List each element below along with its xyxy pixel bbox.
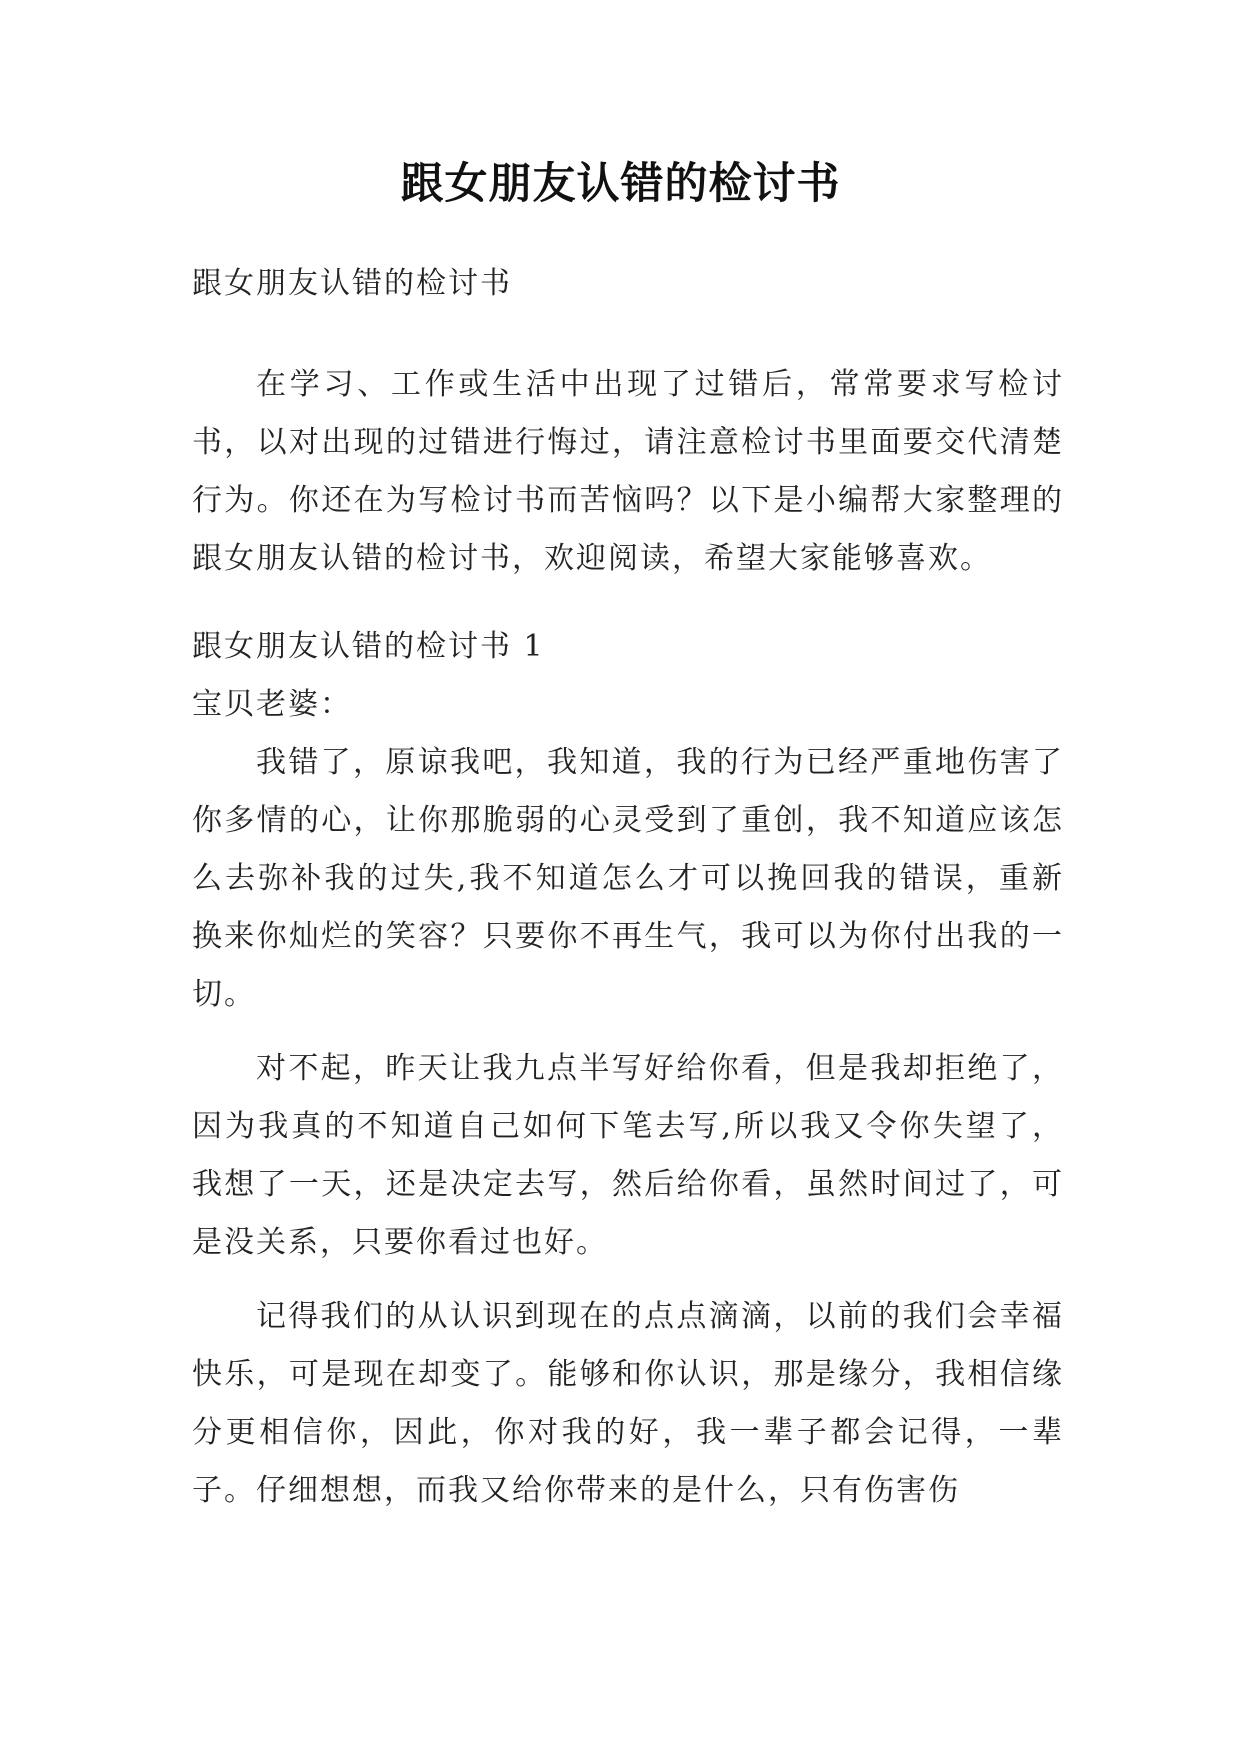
section-heading: 跟女朋友认错的检讨书 1: [192, 629, 545, 664]
body-section: [192, 734, 1064, 1520]
body-paragraph-2: 对不起，昨天让我九点半写好给你看，但是我却拒绝了，因为我真的不知道自己如何下笔去写,所以我又令你失望了，我想了一天，还是决定去写，然后给你看，虽然时间过了，可是没关系，只要你看过也好。: [192, 1051, 1064, 1260]
document-subtitle: 跟女朋友认错的检讨书: [192, 266, 512, 301]
intro-paragraph: 在学习、工作或生活中出现了过错后，常常要求写检讨书，以对出现的过错进行悔过，请注意检讨书里面要交代清楚行为。你还在为写检讨书而苦恼吗？以下是小编帮大家整理的跟女朋友认错的检讨书，欢迎阅读，希望大家能够喜欢。: [192, 367, 1064, 576]
salutation: 宝贝老婆：: [192, 687, 352, 722]
body-paragraph-1: 我错了，原谅我吧，我知道，我的行为已经严重地伤害了你多情的心，让你那脆弱的心灵受到了重创，我不知道应该怎么去弥补我的过失,我不知道怎么才可以挽回我的错误，重新换来你灿烂的笑容？只要你不再生气，我可以为你付出我的一切。: [192, 745, 1064, 1012]
body-paragraph-3: 记得我们的从认识到现在的点点滴滴，以前的我们会幸福快乐，可是现在却变了。能够和你认识，那是缘分，我相信缘分更相信你，因此，你对我的好，我一辈子都会记得，一辈子。仔细想想，而我又给你带来的是什么，只有伤害伤: [192, 1299, 1064, 1508]
intro-section: [192, 356, 1064, 588]
document-title: 跟女朋友认错的检讨书: [400, 159, 841, 209]
